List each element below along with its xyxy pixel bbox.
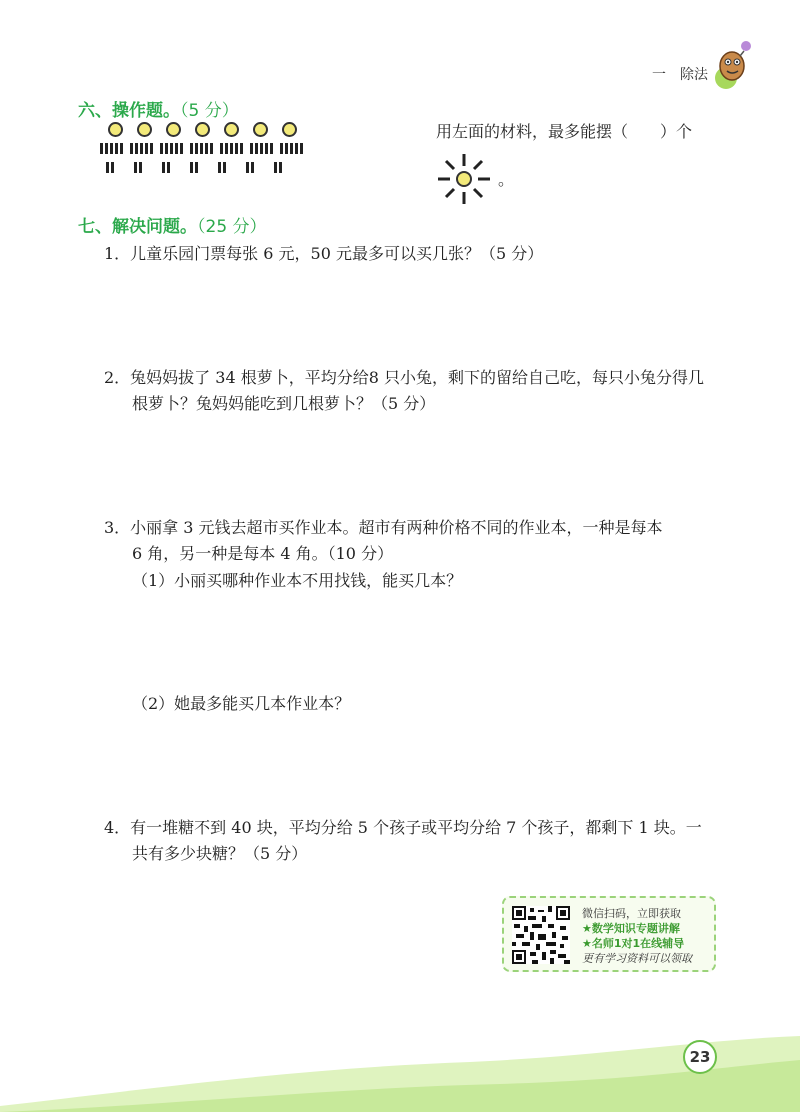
question-4-line-1: 4．有一堆糖不到 40 块，平均分给 5 个孩子或平均分给 7 个孩子，都剩下 1 块。一 xyxy=(104,818,702,837)
question-1: 1．儿童乐园门票每张 6 元，50 元最多可以买几张？（5 分） xyxy=(104,244,544,263)
question-3-line-2: 6 角，另一种是每本 4 角。（10 分） xyxy=(132,544,394,563)
circle-shape xyxy=(195,122,210,137)
section-6-title xyxy=(78,96,239,121)
qr-text-block xyxy=(582,906,716,966)
sun-figure-icon xyxy=(432,150,496,210)
materials-figure xyxy=(100,122,350,173)
circle-shape xyxy=(166,122,181,137)
circle-shape xyxy=(224,122,239,137)
section-7-points: （25 分） xyxy=(197,217,267,237)
mascot-icon xyxy=(708,38,756,90)
qr-footnote: 更有学习资料可以领取 xyxy=(582,952,692,965)
question-2-line-1: 2．兔妈妈拔了 34 根萝卜，平均分给8 只小兔，剩下的留给自己吃，每只小兔分得几 xyxy=(104,368,704,387)
circle-shape xyxy=(253,122,268,137)
stick-row-2 xyxy=(106,162,350,173)
qr-benefit-2: ★名师1对1在线辅导 xyxy=(582,937,685,950)
circle-shape xyxy=(108,122,123,137)
page-number: 23 xyxy=(683,1040,717,1074)
circle-shape xyxy=(137,122,152,137)
section-6-points: （5 分） xyxy=(180,101,239,121)
footer-wave-decoration xyxy=(0,1010,800,1112)
qr-benefit-1: ★数学知识专题讲解 xyxy=(582,922,680,935)
section-6-title-text: 六、操作题。 xyxy=(78,101,180,121)
section-7-title-text: 七、解决问题。 xyxy=(78,217,197,237)
question-3-line-1: 3．小丽拿 3 元钱去超市买作业本。超市有两种价格不同的作业本，一种是每本 xyxy=(104,518,663,537)
stick-row-1 xyxy=(100,143,350,154)
qr-headline: 微信扫码，立即获取 xyxy=(582,907,681,920)
circle-row xyxy=(108,122,350,137)
circle-shape xyxy=(282,122,297,137)
section-6-question: 用左面的材料，最多能摆（ ）个 xyxy=(436,122,693,141)
qr-promo-card[interactable] xyxy=(502,896,716,972)
question-3-part-1: （1）小丽买哪种作业本不用找钱，能买几本？ xyxy=(132,571,463,590)
question-2-line-2: 根萝卜？兔妈妈能吃到几根萝卜？（5 分） xyxy=(132,394,436,413)
section-7-title xyxy=(78,212,267,237)
question-3-part-2: （2）她最多能买几本作业本？ xyxy=(132,694,351,713)
question-4-line-2: 共有多少块糖？（5 分） xyxy=(132,844,308,863)
qr-code-icon[interactable] xyxy=(512,906,570,964)
section-6-suffix: 。 xyxy=(498,170,515,189)
chapter-label: 一 除法 xyxy=(652,67,708,83)
